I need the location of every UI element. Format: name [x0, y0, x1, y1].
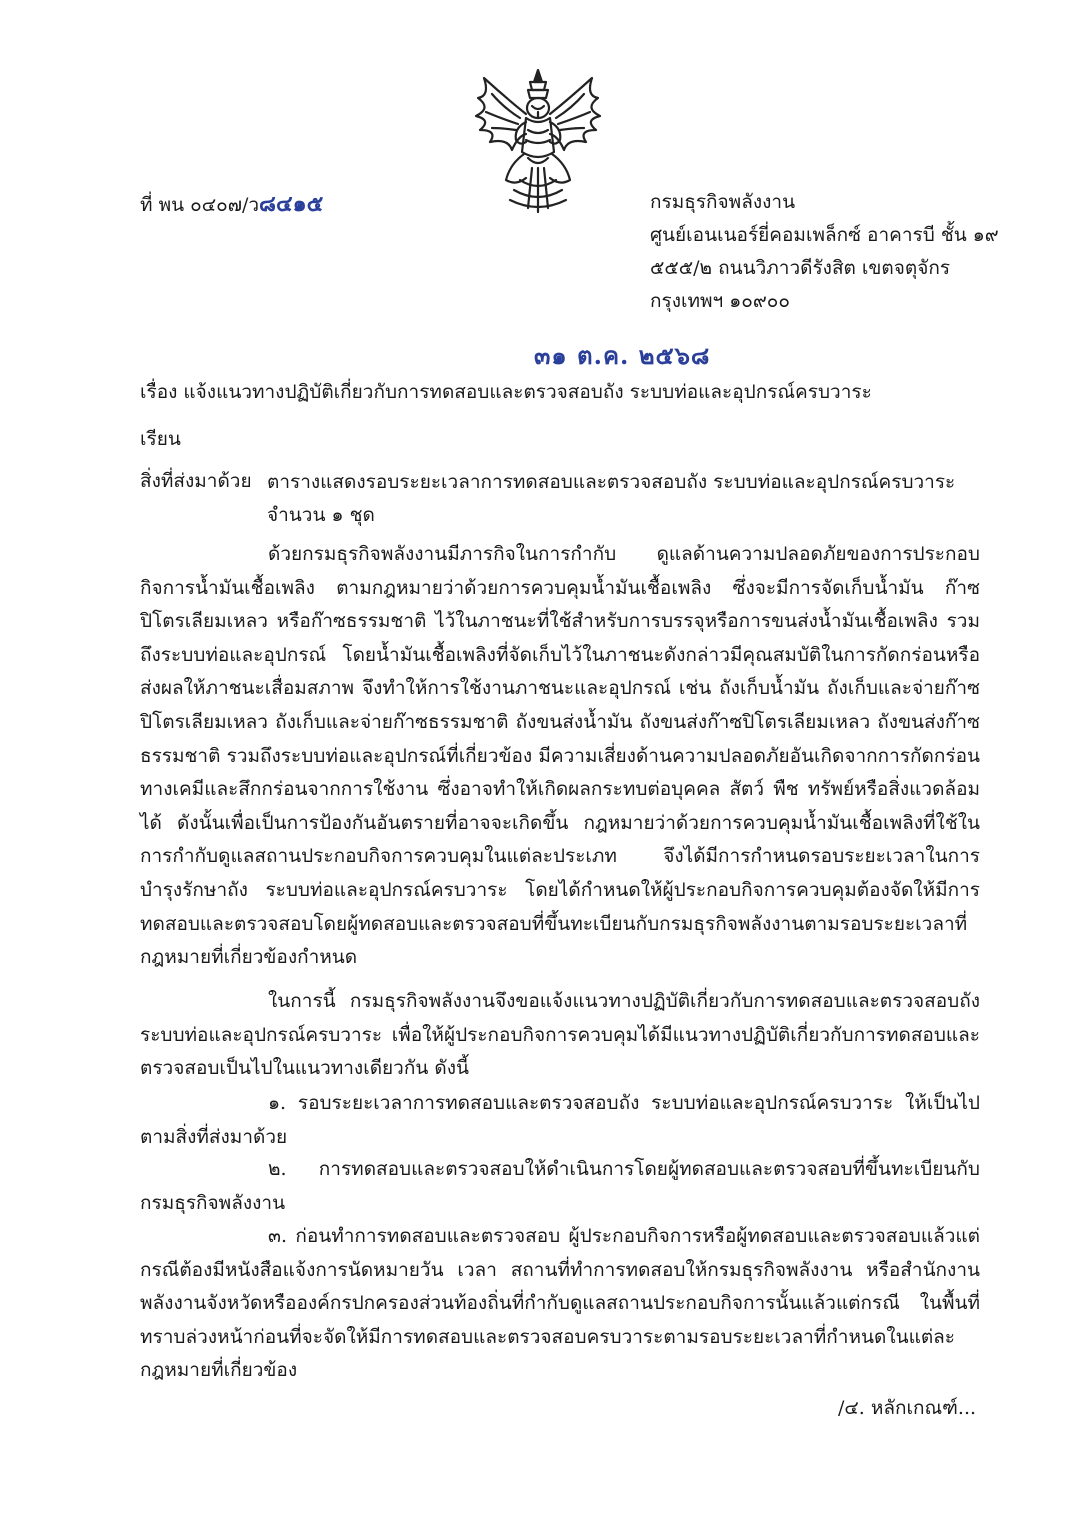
body-paragraph: ในการนี้ กรมธุรกิจพลังงานจึงขอแจ้งแนวทางปฏิบัติเกี่ยวกับการทดสอบและตรวจสอบถัง ระบบท่อและอุปกรณ์ครบวาระ เพื่อให้ผู้ประกอบกิจการควบคุมได้มีแนวทางปฏิบัติเกี่ยวกับการทดสอบและตรวจสอบเป็นไปในแนวทางเดียวกัน ดังนี้	[140, 990, 980, 1080]
address-line: ศูนย์เอนเนอร์ยี่คอมเพล็กซ์ อาคารบี ชั้น ๑๙	[650, 224, 999, 246]
continuation-marker: /๔. หลักเกณฑ์...	[838, 1397, 977, 1419]
address-line: กรุงเทพฯ ๑๐๙๐๐	[650, 290, 791, 312]
body-paragraph: ด้วยกรมธุรกิจพลังงานมีภารกิจในการกำกับ ดูแลด้านความปลอดภัยของการประกอบกิจการน้ำมันเชื้อเพลิง ตามกฎหมายว่าด้วยการควบคุมน้ำมันเชื้อเพลิง ซึ่งจะมีการจัดเก็บน้ำมัน ก๊าซปิโตรเลียมเหลว หรือก๊าซธรรมชาติ ไว้ในภาชนะที่ใช้สำหรับการบรรจุหรือการขนส่งน้ำมันเชื้อเพลิง รวมถึงระบบท่อและอุปกรณ์ โดยน้ำมันเชื้อเพลิงที่จัดเก็บไว้ในภาชนะดังกล่าวมีคุณสมบัติในการกัดกร่อนหรือส่งผลให้ภาชนะเสื่อมสภาพ จึงทำให้การใช้งานภาชนะและอุปกรณ์ เช่น ถังเก็บน้ำมัน ถังเก็บและจ่ายก๊าซปิโตรเลียมเหลว ถังเก็บและจ่ายก๊าซธรรมชาติ ถังขนส่งน้ำมัน ถังขนส่งก๊าซปิโตรเลียมเหลว ถังขนส่งก๊าซธรรมชาติ รวมถึงระบบท่อและอุปกรณ์ที่เกี่ยวข้อง มีความเสี่ยงด้านความปลอดภัยอันเกิดจากการกัดกร่อนทางเคมีและสึกกร่อนจากการใช้งาน ซึ่งอาจทำให้เกิดผลกระทบต่อบุคคล สัตว์ พืช ทรัพย์หรือสิ่งแวดล้อมได้ ดังนั้นเพื่อเป็นการป้องกันอันตรายที่อาจจะเกิดขึ้น กฎหมายว่าด้วยการควบคุมน้ำมันเชื้อเพลิงที่ใช้ในการกำกับดูแลสถานประกอบกิจการควบคุมในแต่ละประเภท จึงได้มีการกำหนดรอบระยะเวลาในการบำรุงรักษาถัง ระบบท่อและอุปกรณ์ครบวาระ โดยได้กำหนดให้ผู้ประกอบกิจการควบคุมต้องจัดให้มีการทดสอบและตรวจสอบโดยผู้ทดสอบและตรวจสอบที่ขึ้นทะเบียนกับกรมธุรกิจพลังงานตามรอบระยะเวลาที่กฎหมายที่เกี่ยวข้องกำหนด	[140, 543, 980, 969]
salutation: เรียน	[140, 428, 181, 450]
sender-address	[650, 186, 999, 318]
numbered-item: ๑. รอบระยะเวลาการทดสอบและตรวจสอบถัง ระบบท่อและอุปกรณ์ครบวาระ ให้เป็นไปตามสิ่งที่ส่งมาด้วย	[140, 1092, 980, 1148]
reference-number	[140, 186, 323, 221]
address-line: กรมธุรกิจพลังงาน	[650, 191, 796, 213]
reference-prefix: ที่ พน ๐๔๐๗/ว	[140, 194, 260, 216]
address-line: ๕๕๕/๒ ถนนวิภาวดีรังสิต เขตจตุจักร	[650, 257, 951, 279]
enclosure-label: สิ่งที่ส่งมาด้วย	[140, 470, 252, 492]
numbered-item: ๓. ก่อนทำการทดสอบและตรวจสอบ ผู้ประกอบกิจการหรือผู้ทดสอบและตรวจสอบแล้วแต่กรณีต้องมีหนังสือแจ้งการนัดหมายวัน เวลา สถานที่ทำการทดสอบให้กรมธุรกิจพลังงาน หรือสำนักงานพลังงานจังหวัดหรือองค์กรปกครองส่วนท้องถิ่นที่กำกับดูแลสถานประกอบกิจการนั้นแล้วแต่กรณี ในพื้นที่ทราบล่วงหน้าก่อนที่จะจัดให้มีการทดสอบและตรวจสอบครบวาระตามรอบระยะเวลาที่กำหนดในแต่ละกฎหมายที่เกี่ยวข้อง	[140, 1225, 980, 1382]
garuda-emblem-icon	[470, 68, 606, 216]
enclosure-text: ตารางแสดงรอบระยะเวลาการทดสอบและตรวจสอบถัง ระบบท่อและอุปกรณ์ครบวาระ จำนวน ๑ ชุด	[267, 471, 956, 526]
reference-handwritten-number: ๘๔๑๕	[259, 191, 324, 217]
numbered-item: ๒. การทดสอบและตรวจสอบให้ดำเนินการโดยผู้ทดสอบและตรวจสอบที่ขึ้นทะเบียนกับกรมธุรกิจพลังงาน	[140, 1158, 980, 1214]
letter-date: ๓๑ ต.ค. ๒๕๖๘	[534, 341, 711, 370]
subject-line: เรื่อง แจ้งแนวทางปฏิบัติเกี่ยวกับการทดสอบและตรวจสอบถัง ระบบท่อและอุปกรณ์ครบวาระ	[140, 381, 872, 403]
